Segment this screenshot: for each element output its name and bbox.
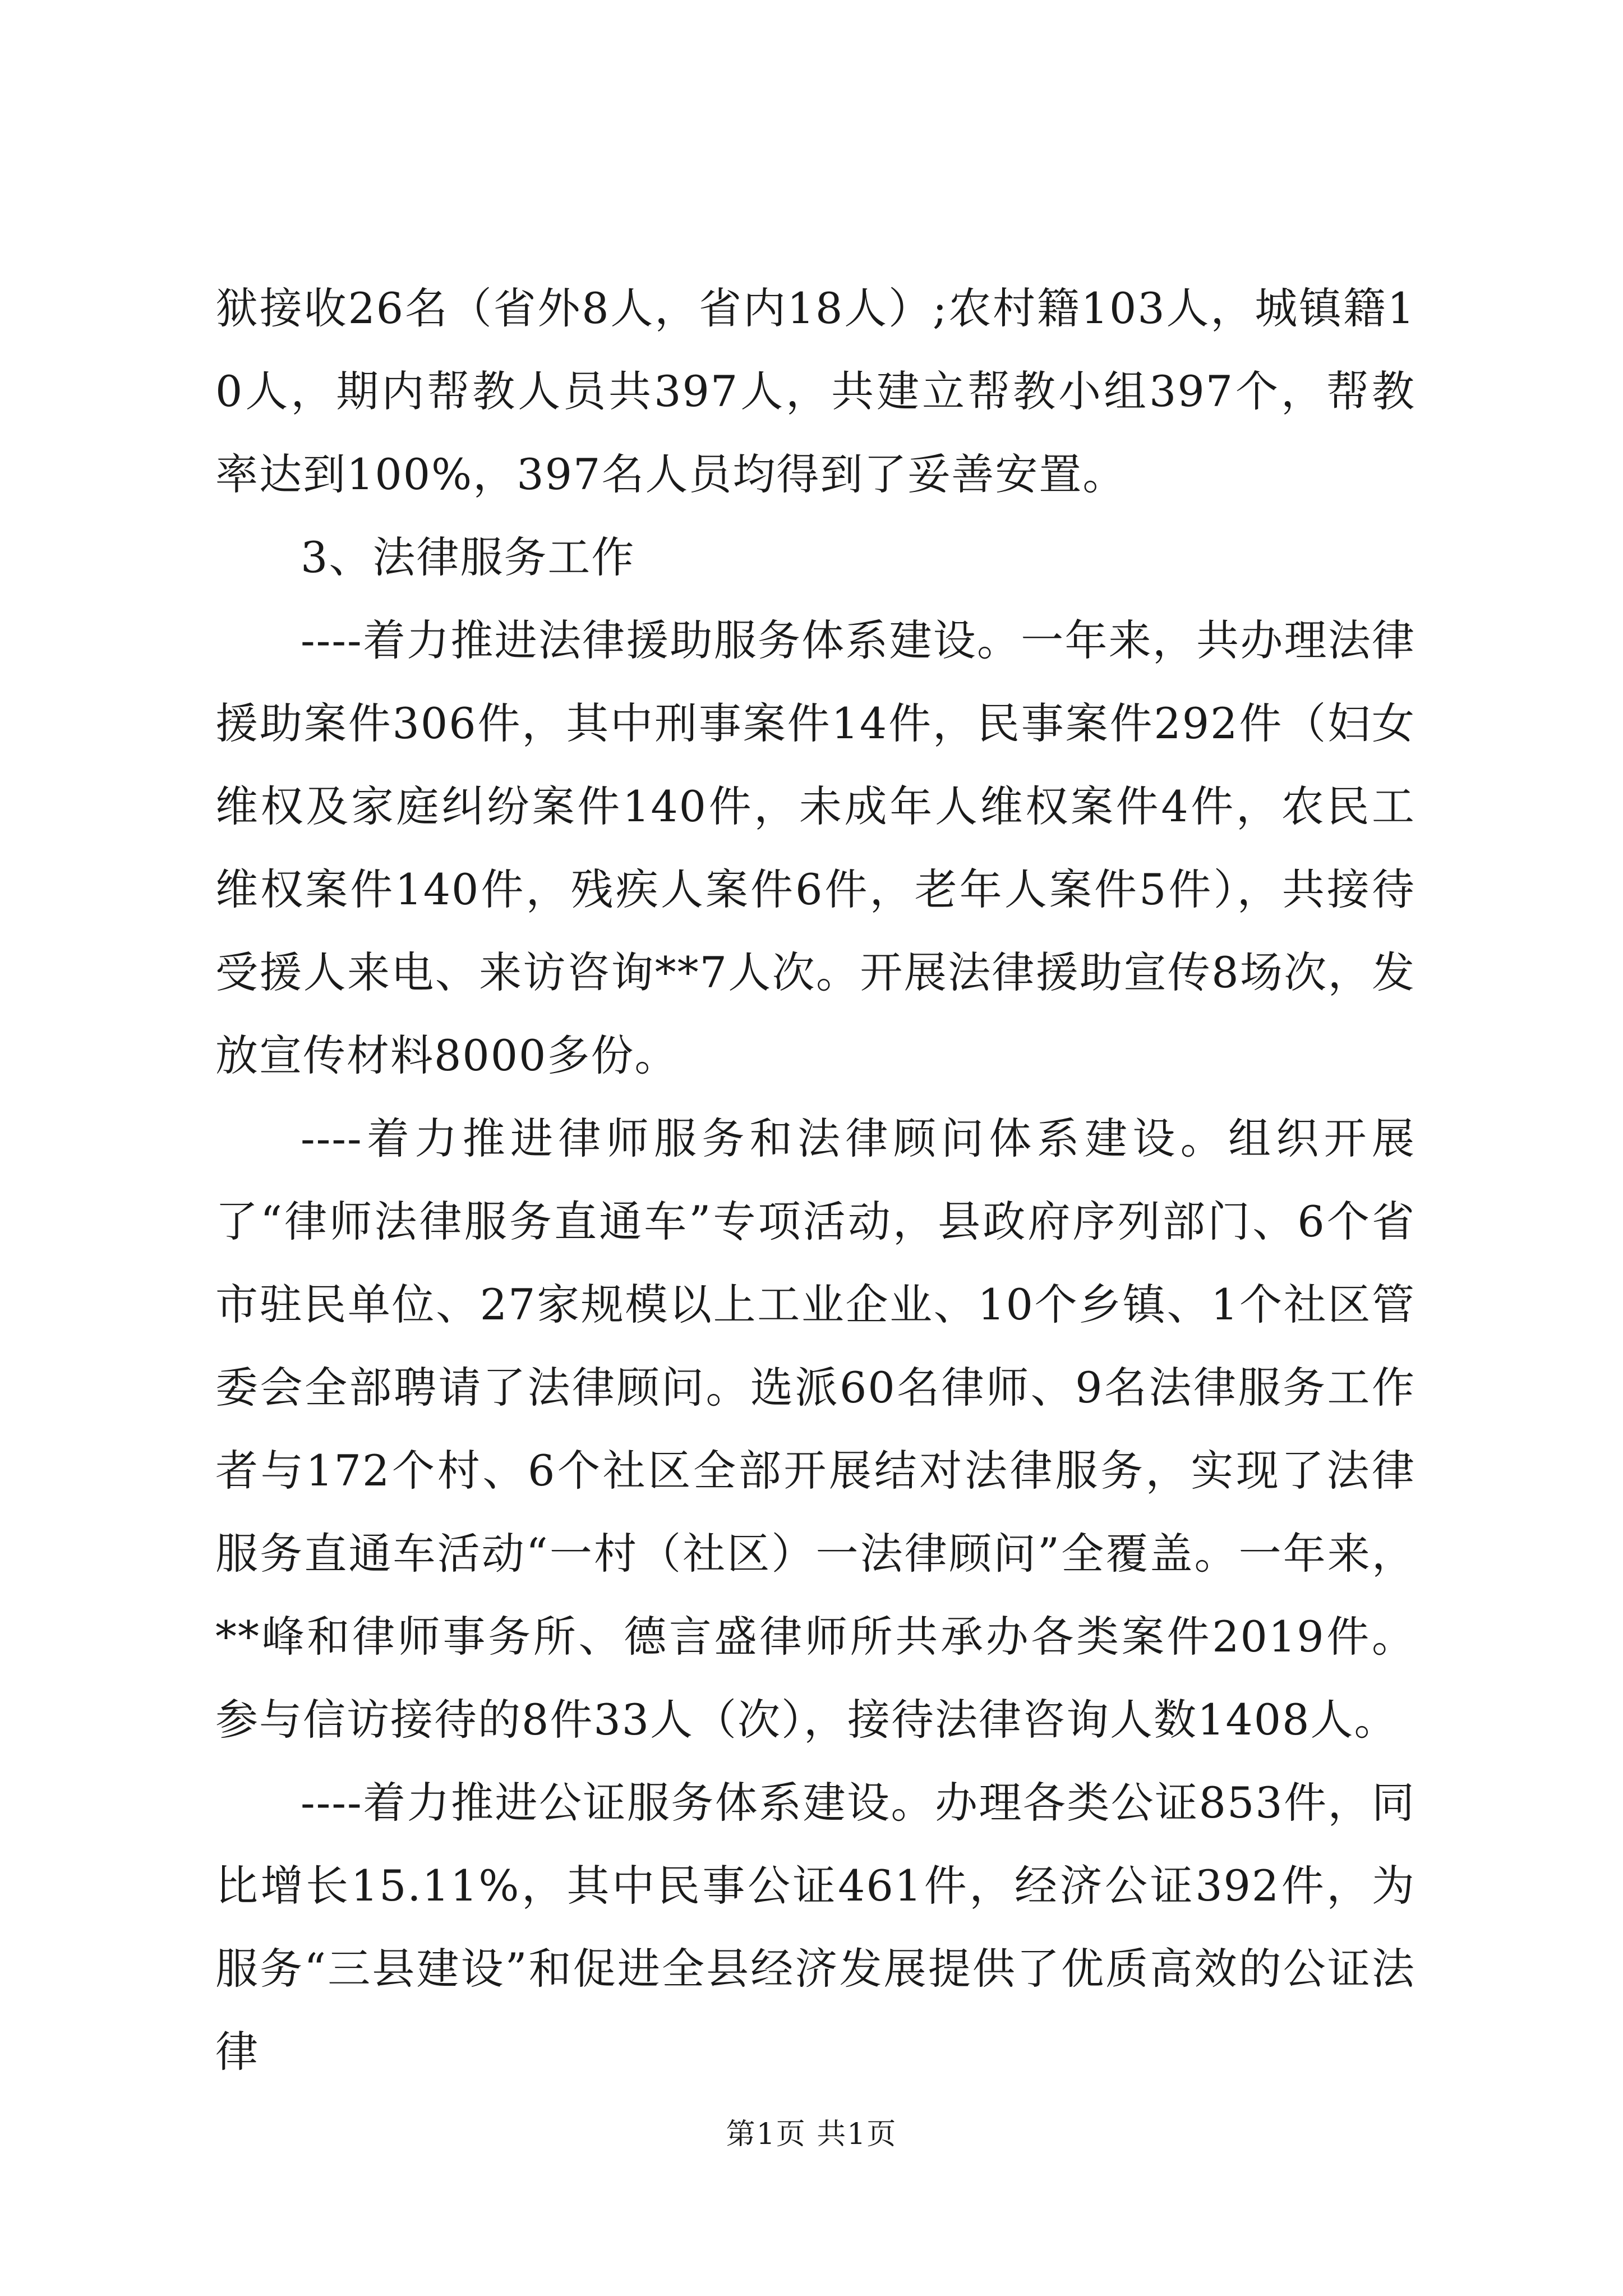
paragraph-legal-aid: ----着力推进法律援助服务体系建设。一年来，共办理法律援助案件306件，其中刑事案件14件，民事案件292件（妇女维权及家庭纠纷案件140件，未成年人维权案件4件，农民工维权案件140件，残疾人案件6件，老年人案件5件），共接待受援人来电、来访咨询**7人次。开展法律援助宣传8场次，发放宣传材料8000多份。: [215, 615, 1415, 1080]
section-heading: 3、法律服务工作: [301, 532, 635, 582]
page-footer: 第1页 共1页: [726, 2118, 897, 2151]
paragraph-lawyer-services: ----着力推进律师服务和法律顾问体系建设。组织开展了“律师法律服务直通车”专项活动，县政府序列部门、6个省市驻民单位、27家规模以上工业企业、10个乡镇、1个社区管委会全部聘请了法律顾问。选派60名律师、9名法律服务工作者与172个村、6个社区全部开展结对法律服务，实现了法律服务直通车活动“一村（社区）一法律顾问”全覆盖。一年来，**峰和律师事务所、德言盛律师所共承办各类案件2019件。参与信访接待的8件33人（次），接待法律咨询人数1408人。: [215, 1114, 1415, 1745]
document-body: [215, 267, 1415, 2093]
paragraph-notary-services: ----着力推进公证服务体系建设。办理各类公证853件，同比增长15.11%，其中民事公证461件，经济公证392件，为服务“三县建设”和促进全县经济发展提供了优质高效的公证法律: [215, 1778, 1415, 2077]
paragraph-continuation: 狱接收26名（省外8人，省内18人）;农村籍103人，城镇籍10人，期内帮教人员共397人，共建立帮教小组397个，帮教率达到100%，397名人员均得到了妥善安置。: [215, 283, 1415, 499]
